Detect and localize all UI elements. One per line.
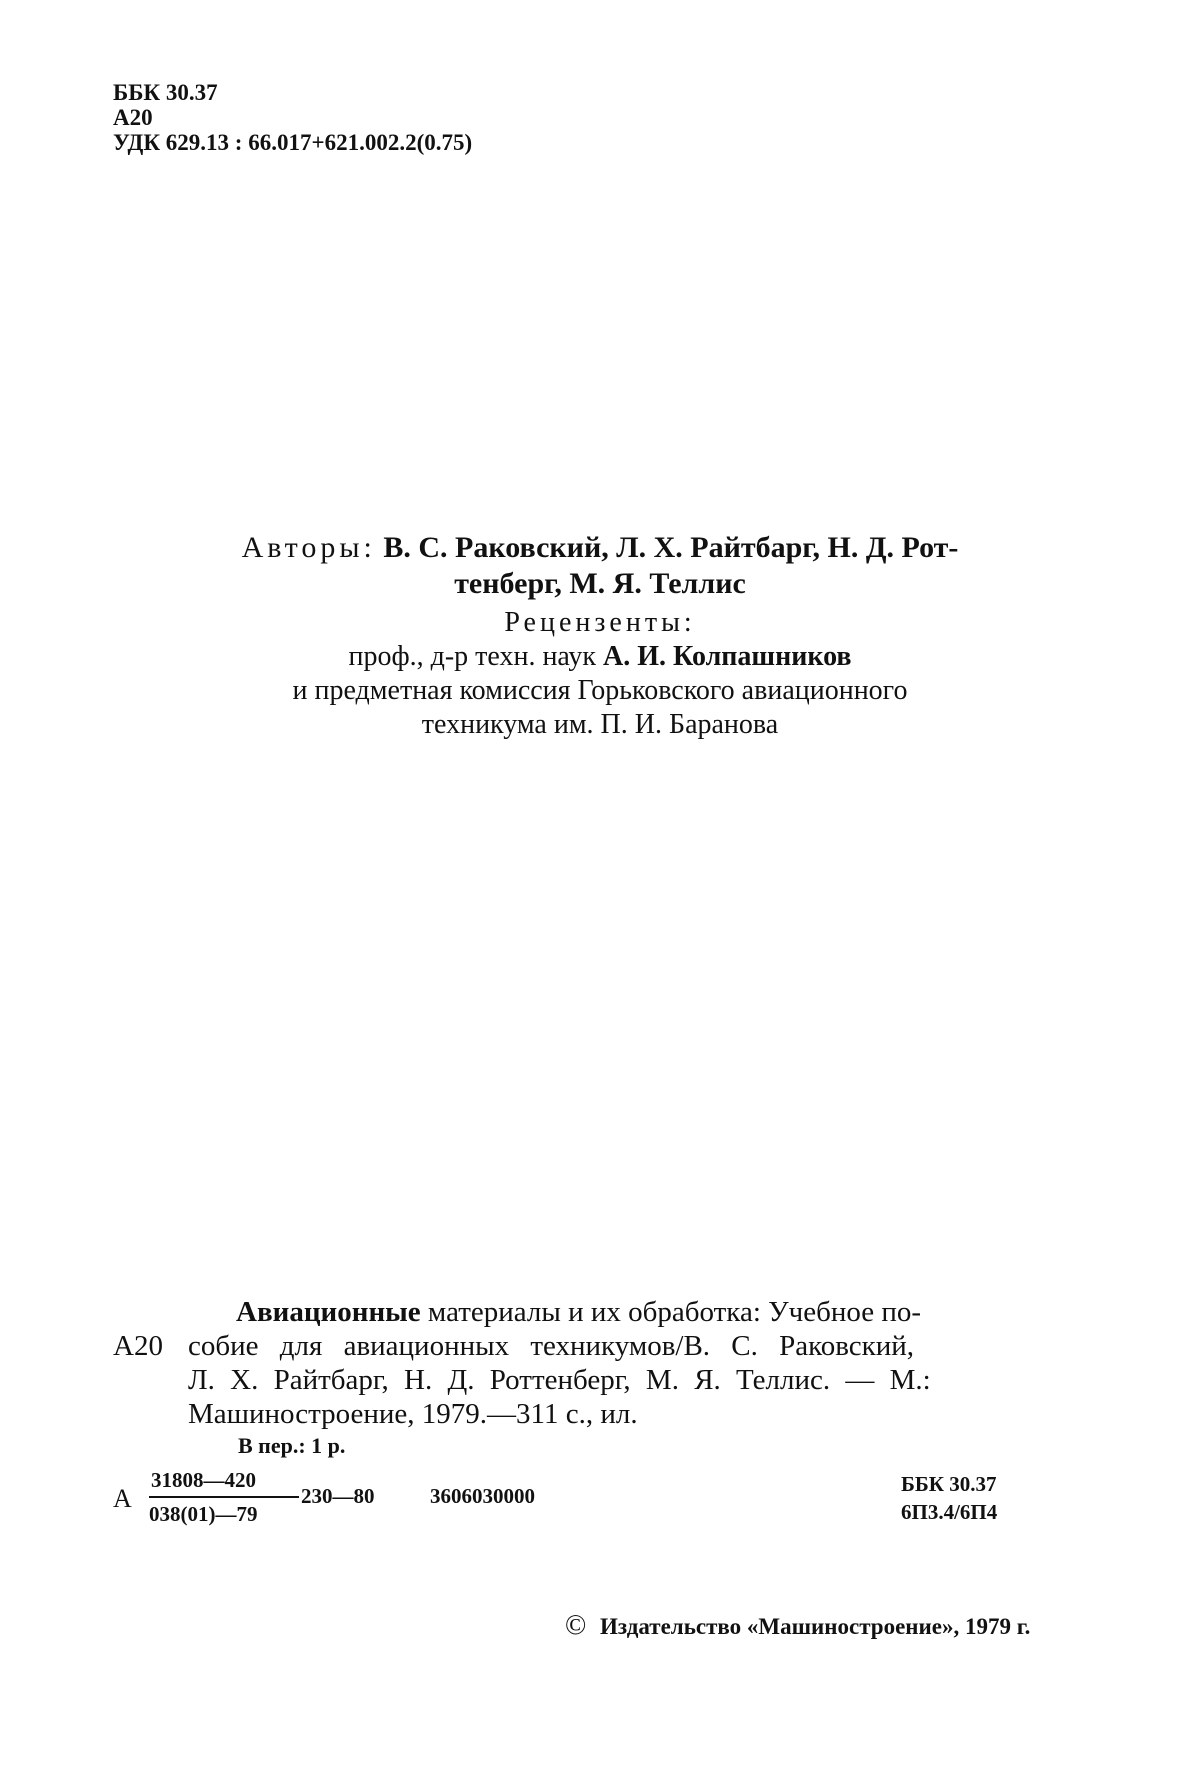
classification-bbk-1: ББК 30.37	[901, 1472, 997, 1496]
record-title-rest: материалы и их обработка: Учебное по-	[427, 1296, 922, 1328]
price: В пер.: 1 р.	[238, 1433, 346, 1458]
authors-block	[150, 530, 1050, 602]
reviewer-name: А. И. Колпашников	[603, 641, 852, 672]
record-line-3: Л. Х. Райтбарг, Н. Д. Роттенберг, М. Я. Теллис. — М.:	[188, 1364, 931, 1396]
copyright-text: Издательство «Машиностроение», 1979 г.	[600, 1614, 1031, 1639]
record-line-2-text: собие для авиационных техникумов/В. С. Раковский,	[188, 1330, 915, 1362]
fraction-denominator: 038(01)—79	[149, 1502, 258, 1526]
classification-code: 3606030000	[430, 1484, 535, 1508]
record-index: А20	[113, 1330, 163, 1362]
authors-names-2: тенберг, М. Я. Теллис	[454, 567, 746, 600]
record-title-bold: Авиационные	[236, 1296, 421, 1328]
classification-letter: А	[113, 1484, 132, 1513]
reviewers-line-2: и предметная комиссия Горьковского авиационного	[292, 675, 908, 706]
bbk-code: ББК 30.37	[113, 80, 218, 105]
bibliographic-record	[113, 1295, 1033, 1431]
reviewers-label: Рецензенты:	[504, 607, 696, 638]
authors-names-1: В. С. Раковский, Л. Х. Райтбарг, Н. Д. Рот-	[383, 531, 959, 564]
record-line-2	[113, 1329, 1033, 1363]
udk-code: УДК 629.13 : 66.017+621.002.2(0.75)	[113, 130, 473, 155]
authors-line-1	[150, 530, 1050, 566]
reviewers-block	[150, 606, 1050, 742]
record-line-4: Машиностроение, 1979.—311 с., ил.	[188, 1398, 638, 1430]
authors-label: Авторы:	[241, 531, 376, 564]
classification-middle: 230—80	[301, 1484, 375, 1508]
reviewers-line-1	[150, 640, 1050, 674]
record-line-1	[113, 1295, 1033, 1329]
classification-row	[113, 1468, 1033, 1528]
fraction-numerator: 31808—420	[151, 1468, 256, 1492]
fraction-bar	[149, 1496, 299, 1498]
classification-bbk-2: 6П3.4/6П4	[901, 1500, 998, 1524]
catalog-codes	[113, 80, 472, 155]
copyright-line	[565, 1610, 1030, 1642]
reviewers-line-3: техникума им. П. И. Баранова	[421, 709, 779, 740]
copyright-icon: ©	[565, 1610, 587, 1641]
reviewer-title: проф., д-р техн. наук	[348, 641, 597, 672]
author-index-code: А20	[113, 105, 153, 130]
